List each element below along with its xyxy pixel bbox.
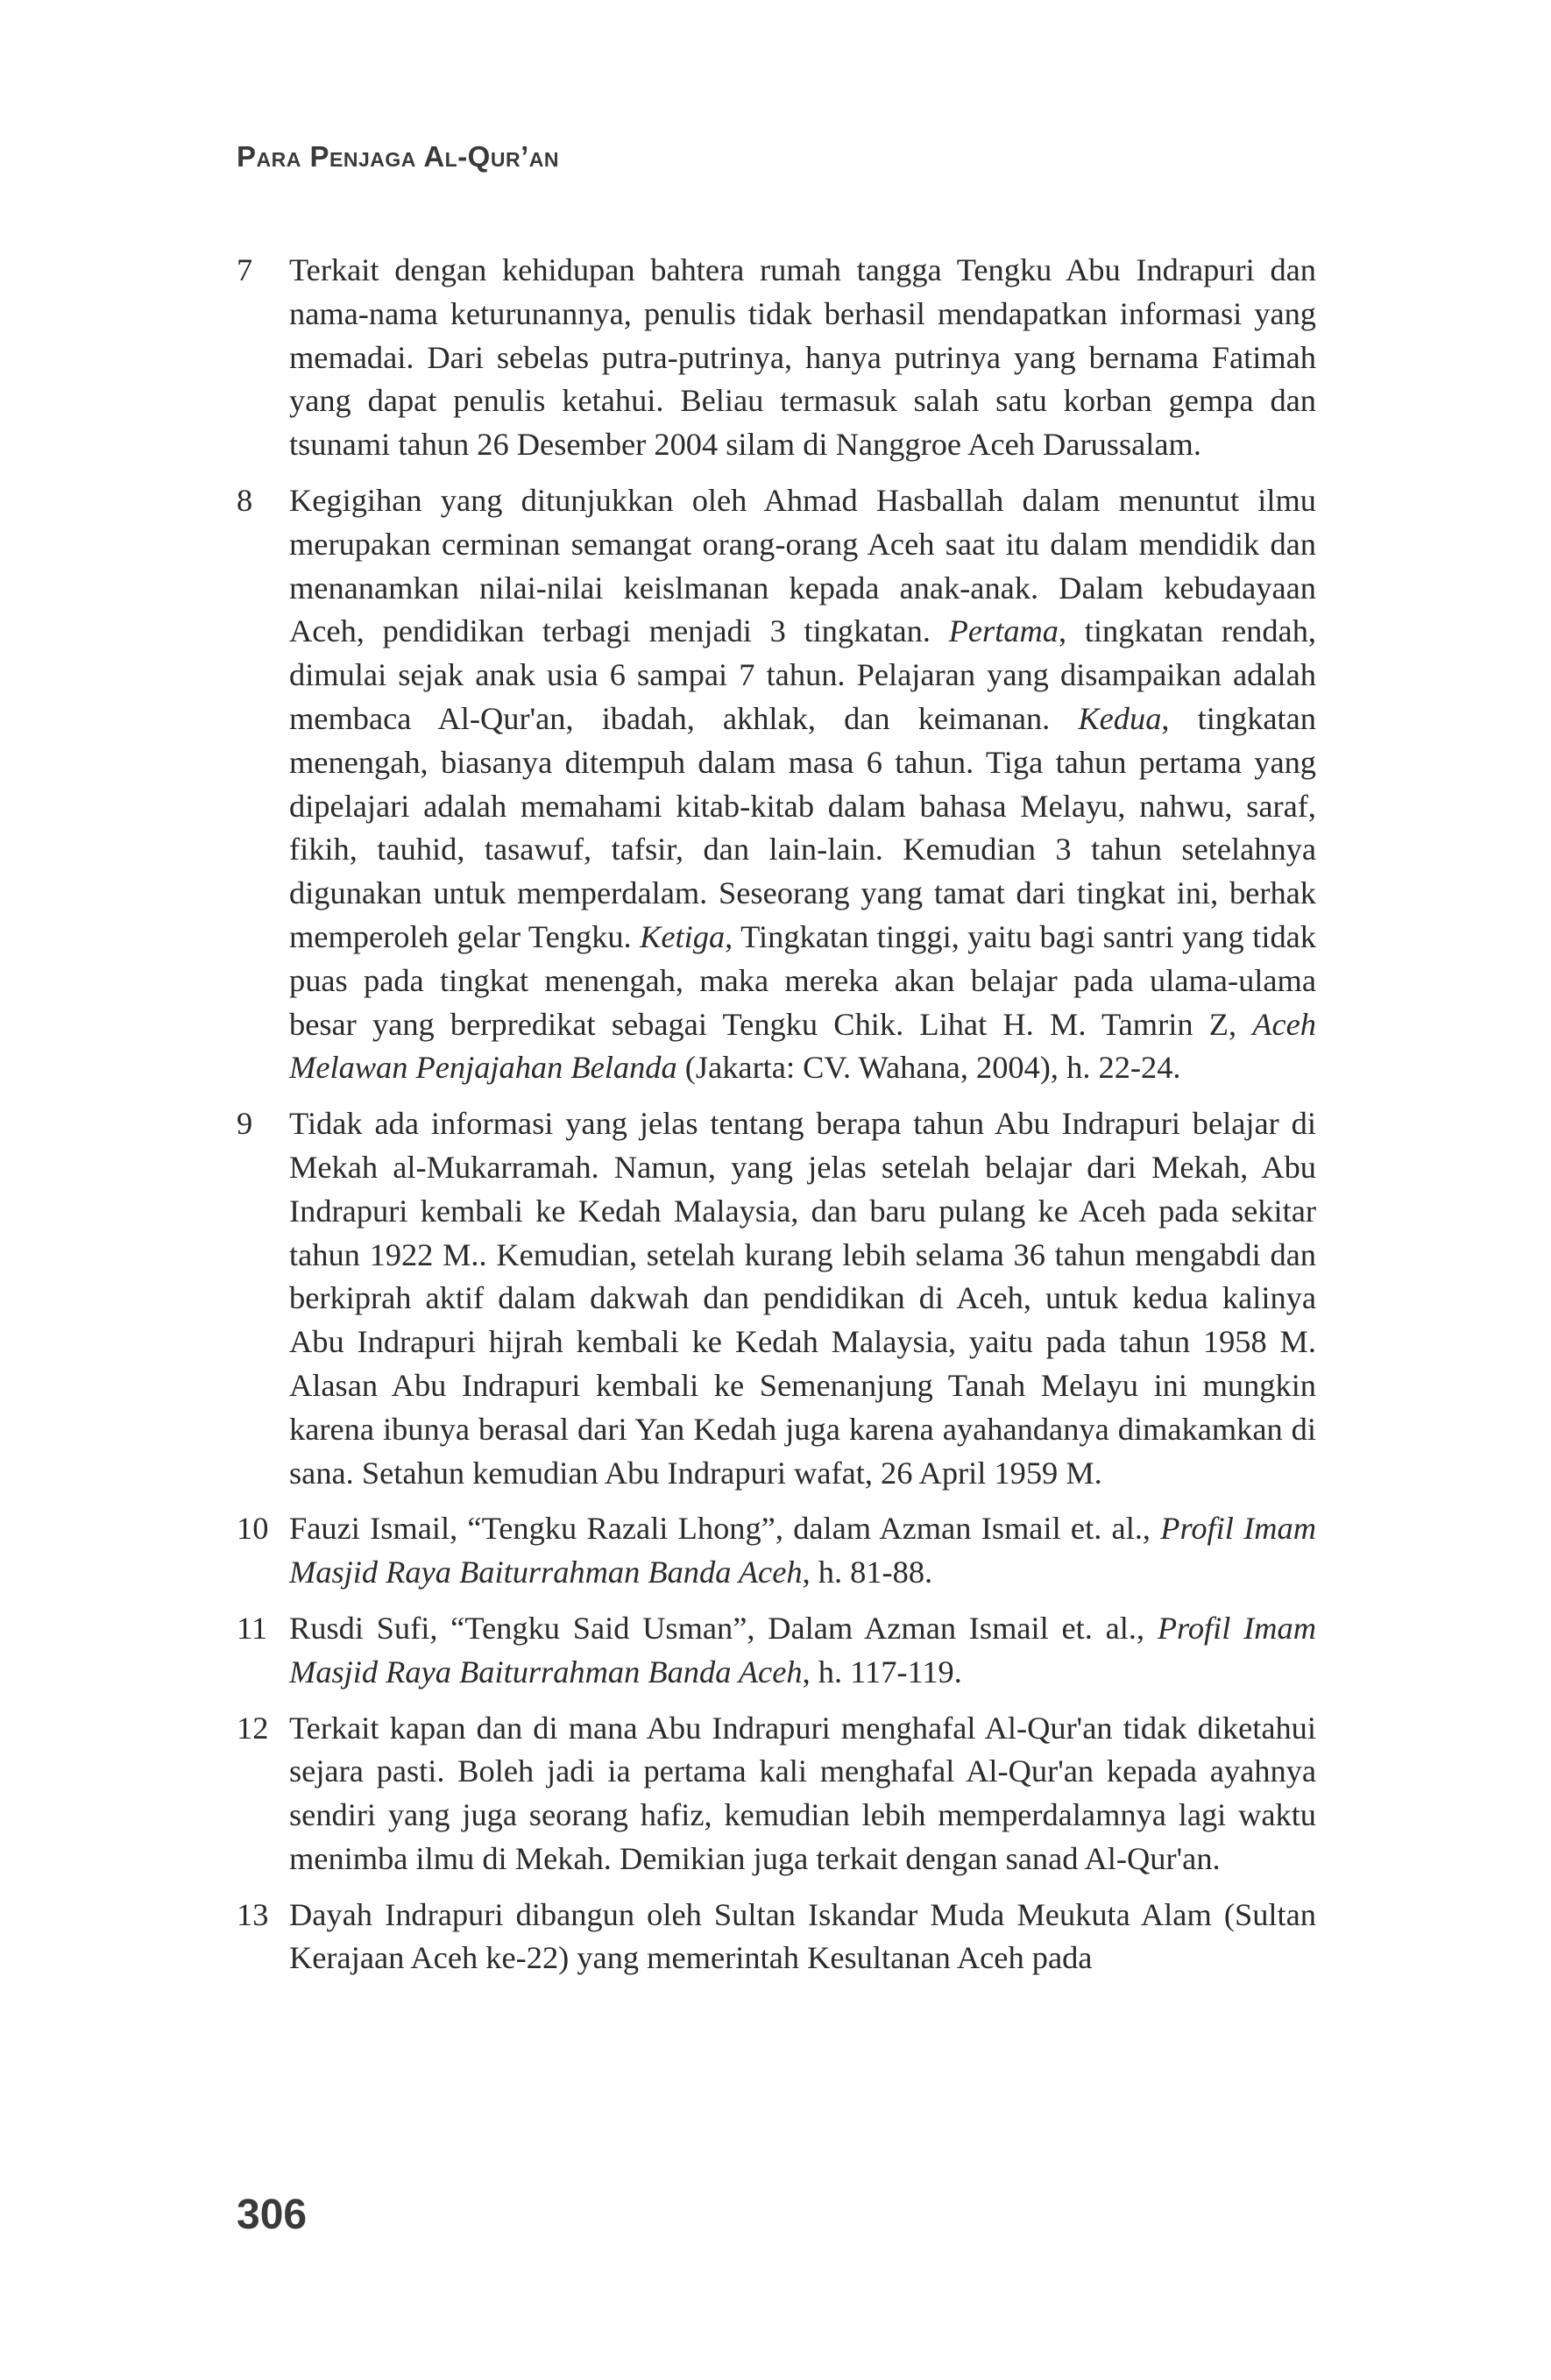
italic-segment: Profil Imam Masjid Raya Baiturrahman Banda Aceh bbox=[289, 1610, 1316, 1689]
text-segment: , h. 81-88. bbox=[802, 1555, 933, 1590]
footnote-12 bbox=[237, 1707, 1316, 1881]
text-segment: Dayah Indrapuri dibangun oleh Sultan Iskandar Muda Meukuta Alam (Sultan Kerajaan Aceh ke-22) yang memerintah Kesultanan Aceh pada bbox=[289, 1896, 1316, 1976]
footnote-number: 13 bbox=[237, 1896, 269, 1932]
italic-segment: Pertama bbox=[948, 613, 1059, 649]
text-segment: (Jakarta: CV. Wahana, 2004), h. 22-24. bbox=[676, 1050, 1181, 1086]
italic-segment: Ketiga bbox=[640, 918, 726, 954]
text-segment: Kegigihan yang ditunjukkan oleh Ahmad Hasballah dalam menuntut ilmu merupakan cerminan semangat orang-orang Aceh saat itu dalam mendidik dan menanamkan nilai-nilai keislmanan kepada anak-anak. Dalam kebudayaan Aceh, pendidikan terbagi menjadi 3 tingkatan. bbox=[289, 482, 1316, 649]
text-segment: Rusdi Sufi, “Tengku Said Usman”, Dalam Azman Ismail et. al., bbox=[289, 1610, 1158, 1646]
italic-segment: Kedua bbox=[1078, 700, 1162, 736]
text-segment: Terkait kapan dan di mana Abu Indrapuri menghafal Al-Qur'an tidak diketahui sejara pasti. Boleh jadi ia pertama kali menghafal Al-Qur'an kepada ayahnya sendiri yang juga seorang hafiz, kemudian lebih memperdalamnya lagi waktu menimba ilmu di Mekah. Demikian juga terkait dengan sanad Al-Qur'an. bbox=[289, 1710, 1316, 1876]
footnote-8 bbox=[237, 479, 1316, 1090]
text-segment: , h. 117-119. bbox=[802, 1654, 962, 1689]
italic-segment: Profil Imam Masjid Raya Baiturrahman Banda Aceh bbox=[289, 1511, 1316, 1590]
footnote-7 bbox=[237, 249, 1316, 467]
footnote-text bbox=[289, 1711, 1316, 1876]
footnote-10 bbox=[237, 1507, 1316, 1595]
footnote-text bbox=[289, 483, 1316, 1085]
footnote-number: 10 bbox=[237, 1511, 269, 1547]
italic-segment: Aceh Melawan Penjajahan Belanda bbox=[289, 1006, 1316, 1086]
text-segment: , Tingkatan tinggi, yaitu bagi santri yang tidak puas pada tingkat menengah, maka mereka akan belajar pada ulama-ulama besar yang berpredikat sebagai Tengku Chik. Lihat H. M. Tamrin Z, bbox=[289, 918, 1316, 1042]
footnote-11 bbox=[237, 1607, 1316, 1695]
text-segment: , tingkatan rendah, dimulai sejak anak usia 6 sampai 7 tahun. Pelajaran yang disampaikan adalah membaca Al-Qur'an, ibadah, akhlak, dan keimanan. bbox=[289, 613, 1316, 736]
footnote-text bbox=[289, 1897, 1316, 1976]
footnote-text bbox=[289, 1611, 1316, 1689]
text-segment: Terkait dengan kehidupan bahtera rumah tangga Tengku Abu Indrapuri dan nama-nama keturunannya, penulis tidak berhasil mendapatkan informasi yang memadai. Dari sebelas putra-putrinya, hanya putrinya yang bernama Fatimah yang dapat penulis ketahui. Beliau termasuk salah satu korban gempa dan tsunami tahun 26 Desember 2004 silam di Nanggroe Aceh Darussalam. bbox=[289, 252, 1316, 463]
footnote-number: 12 bbox=[237, 1710, 269, 1746]
text-segment: Tidak ada informasi yang jelas tentang berapa tahun Abu Indrapuri belajar di Mekah al-Mukarramah. Namun, yang jelas setelah belajar dari Mekah, Abu Indrapuri kembali ke Kedah Malaysia, dan baru pulang ke Aceh pada sekitar tahun 1922 M.. Kemudian, setelah kurang lebih selama 36 tahun mengabdi dan berkiprah aktif dalam dakwah dan pendidikan di Aceh, untuk kedua kalinya Abu Indrapuri hijrah kembali ke Kedah Malaysia, yaitu pada tahun 1958 M. Alasan Abu Indrapuri kembali ke Semenanjung Tanah Melayu ini mungkin karena ibunya berasal dari Yan Kedah juga karena ayahandanya dimakamkan di sana. Setahun kemudian Abu Indrapuri wafat, 26 April 1959 M. bbox=[289, 1106, 1316, 1491]
footnote-number: 9 bbox=[237, 1106, 253, 1142]
footnote-number: 11 bbox=[237, 1610, 268, 1646]
footnote-number: 7 bbox=[237, 252, 253, 287]
footnote-text bbox=[289, 1106, 1316, 1490]
footnote-number: 8 bbox=[237, 482, 253, 518]
footnotes bbox=[237, 249, 1316, 1993]
footnote-13 bbox=[237, 1894, 1316, 1981]
running-head: Para Penjaga Al-Qur’an bbox=[237, 140, 559, 173]
page-number: 306 bbox=[237, 2192, 308, 2238]
text-segment: , tingkatan menengah, biasanya ditempuh dalam masa 6 tahun. Tiga tahun pertama yang dipelajari adalah memahami kitab-kitab dalam bahasa Melayu, nahwu, saraf, fikih, tauhid, tasawuf, tafsir, dan lain-lain. Kemudian 3 tahun setelahnya digunakan untuk memperdalam. Seseorang yang tamat dari tingkat ini, berhak memperoleh gelar Tengku. bbox=[289, 700, 1316, 954]
footnote-text bbox=[289, 1511, 1316, 1590]
text-segment: Fauzi Ismail, “Tengku Razali Lhong”, dalam Azman Ismail et. al., bbox=[289, 1511, 1161, 1547]
footnote-9 bbox=[237, 1102, 1316, 1495]
footnote-text bbox=[289, 252, 1316, 462]
